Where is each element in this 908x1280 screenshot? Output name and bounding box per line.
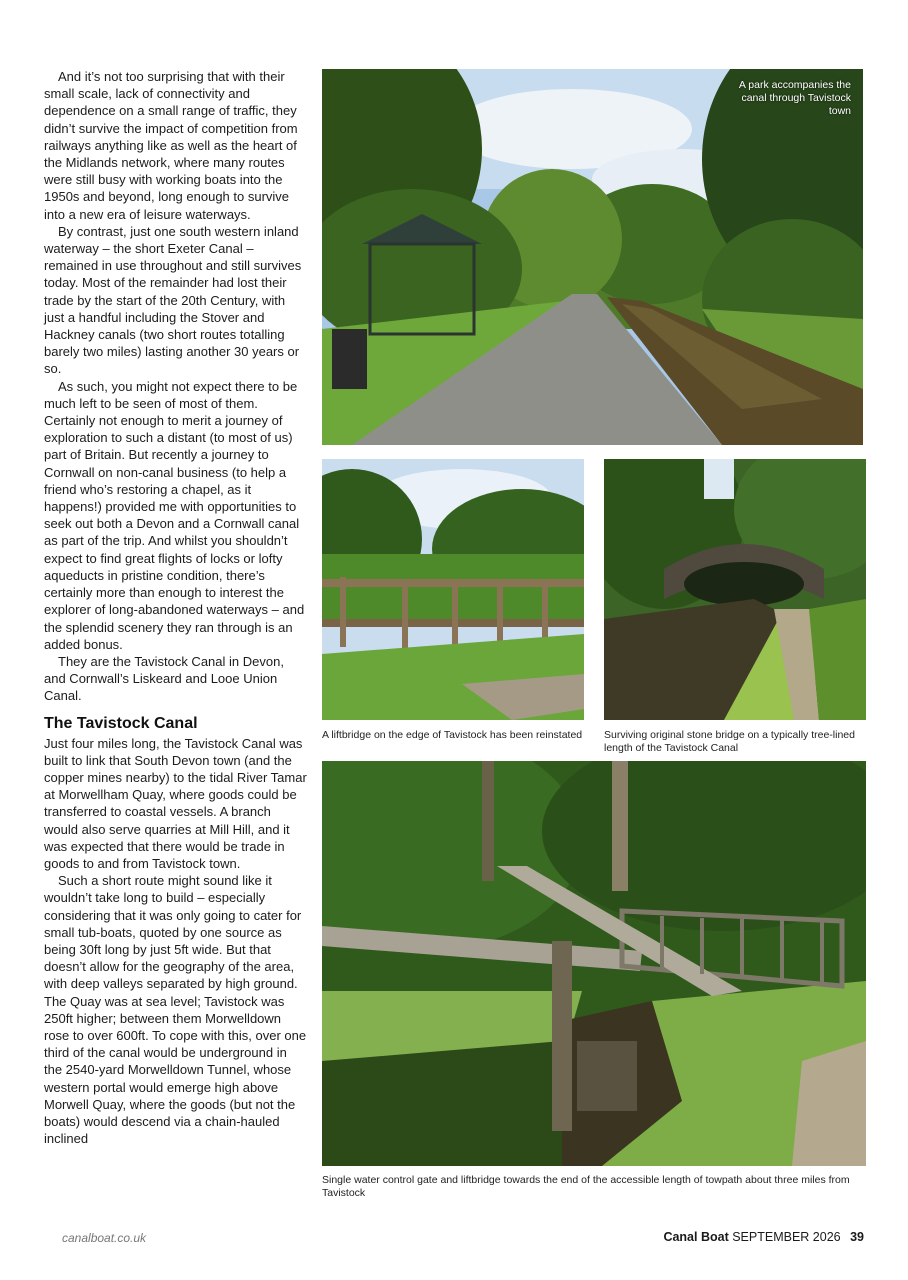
paragraph: Just four miles long, the Tavistock Canal was built to link that South Devon town (and the copper mines nearby) to the tidal River Tamar at Morwellham Quay, where goods could be transferred to coastal vessels. A branch would also serve quarries at Mill Hill, and it was expected that there would be trade in goods to and from Tavistock town. <box>44 735 307 871</box>
section-heading: The Tavistock Canal <box>44 714 198 732</box>
gate-caption: Single water control gate and liftbridge towards the end of the accessible length of towpath about three miles from Tavistock <box>322 1174 850 1199</box>
liftbridge-photo <box>322 459 584 720</box>
park-caption: A park accompanies the canal through Tavistock town <box>738 79 851 117</box>
stone-bridge-photo <box>604 459 866 720</box>
gate-liftbridge-photo <box>322 761 866 1166</box>
page-number: 39 <box>850 1230 864 1244</box>
paragraph: As such, you might not expect there to be much left to be seen of most of them. Certainly not enough to merit a journey of exploration to such a distant (to most of us) part of Britain. But recently a journey to Cornwall on non-canal business (to help a friend who’s restoring a chapel, as it happens!) provided me with opportunities to seek out both a Devon and a Cornwall canal as part of the trip. And whilst you shouldn’t expect to find great flights of locks or lofty aqueducts in pristine condition, there’s certainly more than enough to interest the explorer of long-abandoned waterways – and the splendid scenery they ran through is an added bonus. <box>44 378 305 652</box>
paragraph: They are the Tavistock Canal in Devon, and Cornwall’s Liskeard and Looe Union Canal. <box>44 653 284 704</box>
stone-bridge-caption: Surviving original stone bridge on a typically tree-lined length of the Tavistock Canal <box>604 729 855 754</box>
paragraph: By contrast, just one south western inland waterway – the short Exeter Canal – remained in use throughout and still survives today. Most of the remainder had lost their trade by the start of the 20th Century, with just a handful including the Stover and Hackney canals (two short routes totalling barely two miles) lasting another 30 years or so. <box>44 223 302 377</box>
article-body <box>44 68 308 1147</box>
paragraph: And it’s not too surprising that with their small scale, lack of connectivity and dependence on a small range of traffic, they didn’t survive the impact of competition from railways anything like as well as the heart of the Midlands network, where many routes were still busy with working boats into the 1950s and beyond, long enough to survive into a new era of leisure waterways. <box>44 69 298 222</box>
magazine-name: Canal Boat <box>663 1230 729 1244</box>
footer-website: canalboat.co.uk <box>62 1231 147 1245</box>
park-canal-photo <box>322 69 863 445</box>
paragraph: Such a short route might sound like it wouldn’t take long to build – especially considering that it was only going to cater for small tub-boats, quoted by one source as being 30ft long by just 5ft wide. But that doesn’t allow for the geography of the area, with deep valleys separated by high ground. The Quay was at sea level; Tavistock was 250ft higher; between them Morwelldown rose to over 600ft. To cope with this, over one third of the canal would be underground in the 2540-yard Morwelldown Tunnel, whose western portal would emerge high above Morwell Quay, where the goods (but not the boats) would descend via a chain-hauled inclined <box>44 873 307 1147</box>
liftbridge-caption: A liftbridge on the edge of Tavistock has been reinstated <box>322 729 583 741</box>
issue-date: SEPTEMBER 2026 <box>732 1230 841 1244</box>
footer-folio <box>663 1230 864 1244</box>
